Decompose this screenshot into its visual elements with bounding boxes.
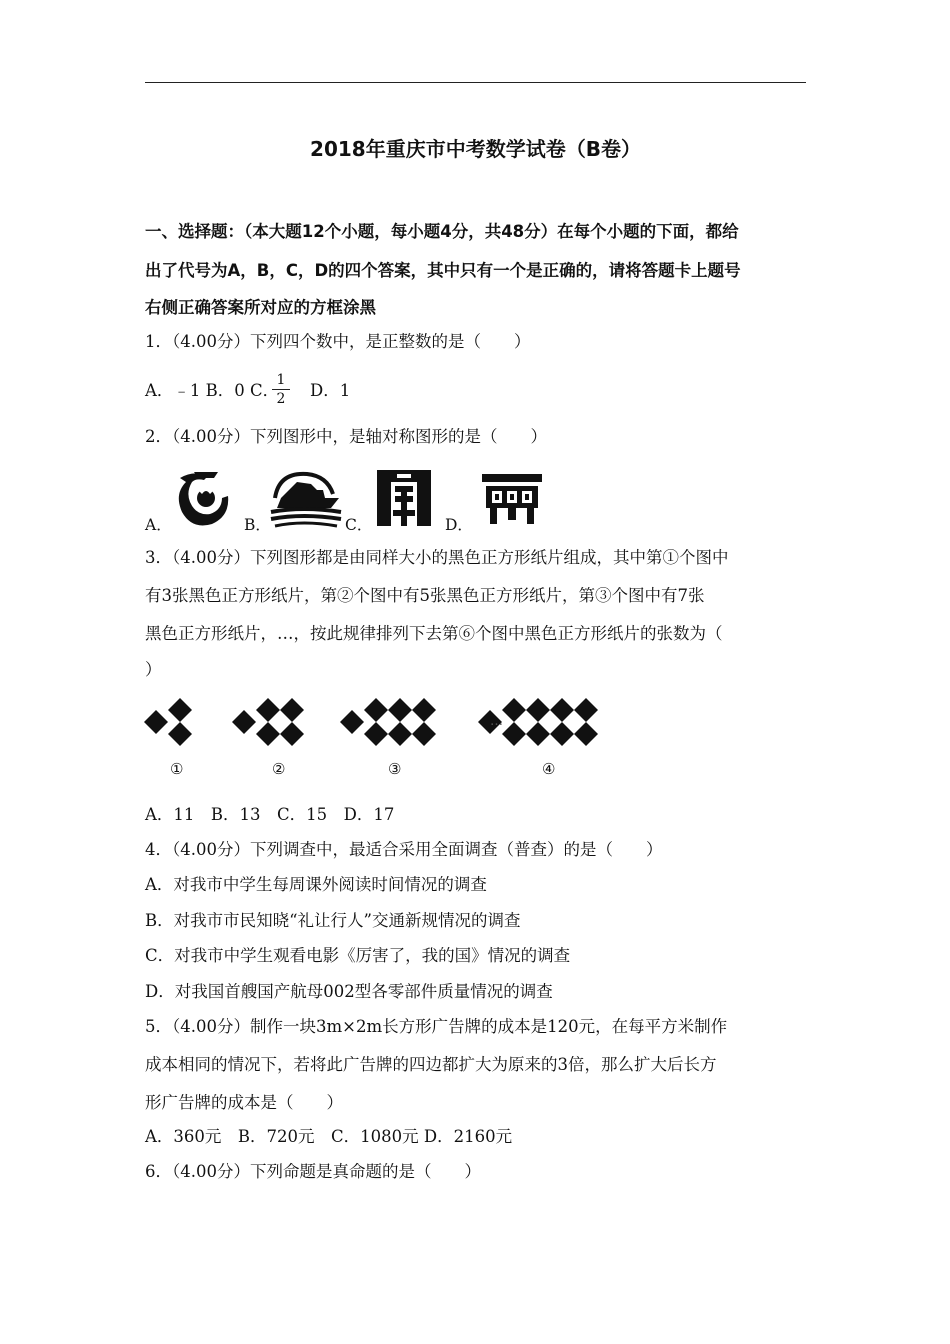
glyph-logo-icon [375, 466, 433, 528]
question-4-option-b: B．对我市市民知晓“礼让行人”交通新规情况的调查 [145, 911, 521, 930]
question-5-options: A．360元 B．720元 C．1080元 D．2160元 [145, 1127, 513, 1146]
pattern-figure-3 [340, 698, 436, 746]
question-1-options-suffix: D．1 [310, 381, 351, 400]
question-2-label-b: B． [244, 516, 271, 534]
question-4-option-a: A．对我市中学生每周课外阅读时间情况的调查 [145, 875, 487, 894]
pattern-figure-2 [232, 698, 304, 746]
swirl-logo-icon [174, 468, 230, 528]
question-4-option-d: D．对我国首艘国产航母002型各零部件质量情况的调查 [145, 982, 553, 1001]
section-instruction-line-3: 右侧正确答案所对应的方框涂黑 [145, 298, 376, 317]
question-2-label-d: D． [445, 516, 473, 534]
section-instruction-line-1: 一、选择题：（本大题12个小题，每小题4分，共48分）在每个小题的下面，都给 [145, 222, 739, 241]
question-6-stem: 6．（4.00分）下列命题是真命题的是（ ） [145, 1162, 481, 1181]
fraction-denominator: 2 [276, 391, 286, 407]
question-3-line-1: 3．（4.00分）下列图形都是由同样大小的黑色正方形纸片组成，其中第①个图中 [145, 548, 729, 567]
question-1-stem: 1．（4.00分）下列四个数中，是正整数的是（ ） [145, 332, 531, 351]
figure-label-2: ② [272, 760, 286, 778]
fraction-bar [272, 389, 290, 390]
question-3-options: A．11 B．13 C．15 D．17 [145, 805, 395, 824]
question-5-line-3: 形广告牌的成本是（ ） [145, 1093, 343, 1112]
question-2-label-a: A． [145, 516, 172, 534]
question-2-stem: 2．（4.00分）下列图形中，是轴对称图形的是（ ） [145, 427, 547, 446]
fraction-numerator: 1 [276, 372, 286, 388]
pattern-figure-1 [144, 698, 192, 746]
figure-label-1: ① [170, 760, 184, 778]
question-4-option-c: C．对我市中学生观看电影《厉害了，我的国》情况的调查 [145, 946, 571, 965]
question-1-fraction [272, 372, 290, 407]
pattern-logo-icon [480, 472, 544, 526]
question-1-options-prefix: A．﹣1 B．0 C． [145, 381, 280, 400]
ship-logo-icon [267, 468, 343, 528]
figure-label-4: ④ [542, 760, 556, 778]
question-5-line-1: 5．（4.00分）制作一块3m×2m长方形广告牌的成本是120元，在每平方米制作 [145, 1017, 728, 1036]
page-title: 2018年重庆市中考数学试卷（B卷） [310, 137, 641, 161]
header-rule [145, 82, 806, 83]
figure-label-3: ③ [388, 760, 402, 778]
section-instruction-line-2: 出了代号为A，B，C，D的四个答案，其中只有一个是正确的，请将答题卡上题号 [145, 261, 741, 280]
question-3-line-2: 有3张黑色正方形纸片，第②个图中有5张黑色正方形纸片，第③个图中有7张 [145, 586, 705, 605]
question-3-line-3: 黑色正方形纸片，…，按此规律排列下去第⑥个图中黑色正方形纸片的张数为（ [145, 624, 723, 643]
question-5-line-2: 成本相同的情况下，若将此广告牌的四边都扩大为原来的3倍，那么扩大后长方 [145, 1055, 717, 1074]
pattern-ellipsis: … [490, 714, 503, 729]
question-2-label-c: C． [345, 516, 373, 534]
question-3-line-4: ） [145, 660, 162, 679]
question-4-stem: 4．（4.00分）下列调查中，最适合采用全面调查（普查）的是（ ） [145, 840, 663, 859]
